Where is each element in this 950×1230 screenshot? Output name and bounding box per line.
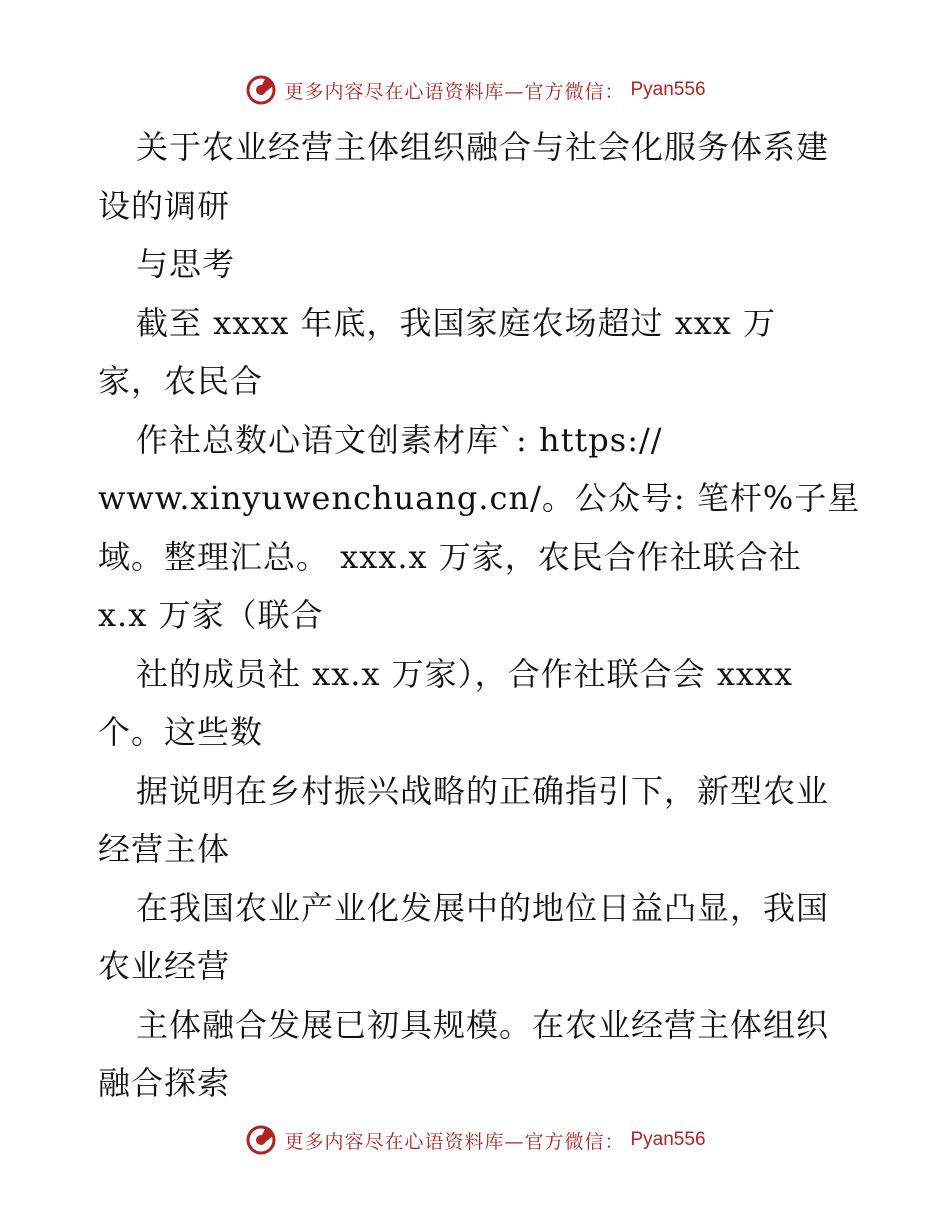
text-line: www.xinyuwenchuang.cn/。公众号: 笔杆%子星	[98, 479, 861, 517]
text-line: 与思考	[136, 245, 236, 283]
logo-icon	[244, 1123, 278, 1157]
header-banner-wechat-id: Pyan556	[630, 79, 706, 100]
text-line: x.x 万家（联合	[98, 596, 324, 634]
text-line: 主体融合发展已初具规模。在农业经营主体组织	[136, 1005, 830, 1044]
footer-banner-wechat-id: Pyan556	[630, 1129, 706, 1150]
text-line: 关于农业经营主体组织融合与社会化服务体系建	[136, 128, 830, 166]
text-line: 作社总数心语文创素材库`: https://	[136, 420, 663, 459]
text-line: 截至 xxxx 年底，我国家庭农场超过 xxx 万	[136, 303, 777, 342]
text-line: 在我国农业产业化发展中的地位日益凸显，我国	[136, 888, 830, 927]
text-line: 融合探索	[98, 1064, 231, 1102]
footer-banner-text: 更多内容尽在心语资料库—官方微信：	[284, 1130, 625, 1153]
logo-icon	[244, 73, 278, 107]
text-line: 设的调研	[98, 186, 231, 225]
header-watermark-banner	[0, 70, 950, 110]
text-line: 家，农民合	[98, 362, 264, 400]
text-line: 经营主体	[98, 830, 231, 868]
footer-watermark-banner	[0, 1120, 950, 1160]
text-line: 农业经营	[98, 947, 231, 985]
header-banner-text: 更多内容尽在心语资料库—官方微信：	[284, 80, 625, 103]
text-line: 据说明在乡村振兴战略的正确指引下，新型农业	[136, 771, 830, 810]
text-line: 个。这些数	[98, 713, 264, 751]
text-line: 社的成员社 xx.x 万家），合作社联合会 xxxx	[136, 654, 794, 693]
document-body	[98, 118, 878, 1113]
text-line: 域。整理汇总。 xxx.x 万家，农民合作社联合社	[98, 537, 802, 576]
